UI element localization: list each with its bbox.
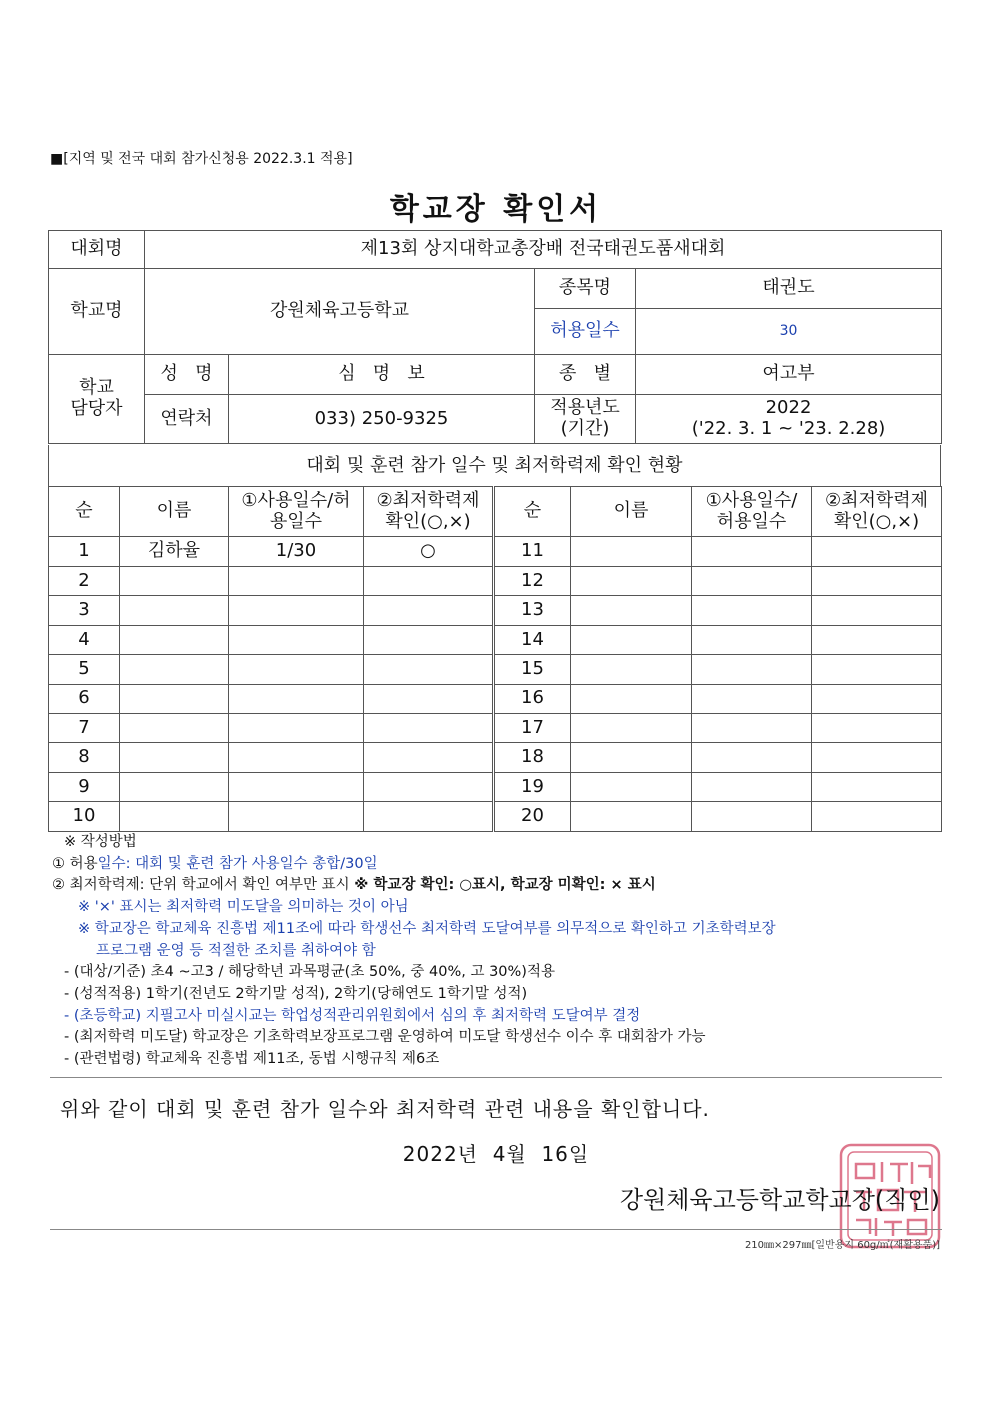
table-row xyxy=(49,596,942,625)
date-text: 2022년 4월 16일 xyxy=(402,1142,590,1166)
note-7: - (초등학교) 지필고사 미실시교는 학업성적관리위원회에서 심의 후 최저학력 도달여부 결정 xyxy=(64,1007,641,1024)
cell-days xyxy=(229,772,364,801)
cell-name xyxy=(120,802,229,831)
cell-name-2 xyxy=(571,772,692,801)
cell-academic xyxy=(364,596,494,625)
name-value: 심 명 보 xyxy=(229,355,535,395)
note-8: - (최저학력 미도달) 학교장은 기초학력보장프로그램 운영하여 미도달 학생선수 이수 후 대회참가 가능 xyxy=(64,1029,706,1046)
name-label: 성 명 xyxy=(145,355,229,395)
divider-top xyxy=(50,1077,942,1078)
section-title: 대회 및 훈련 참가 일수 및 최저학력제 확인 현황 xyxy=(48,445,941,487)
cell-days-2 xyxy=(692,625,812,654)
cell-days xyxy=(229,596,364,625)
cell-name xyxy=(120,713,229,742)
cell-name-2 xyxy=(571,625,692,654)
cell-name-2 xyxy=(571,802,692,831)
cell-seq: 10 xyxy=(49,802,120,831)
cell-seq-2: 15 xyxy=(494,655,571,684)
table-row xyxy=(49,743,942,772)
cell-name xyxy=(120,772,229,801)
contact-value: 033) 250-9325 xyxy=(229,395,535,444)
manager-label: 학교 담당자 xyxy=(49,355,145,444)
cell-seq-2: 13 xyxy=(494,596,571,625)
cell-name-2 xyxy=(571,684,692,713)
note-9: - (관련법령) 학교체육 진흥법 제11조, 동법 시행규칙 제6조 xyxy=(64,1051,440,1068)
cell-days-2 xyxy=(692,537,812,567)
col-header-academic: ②최저학력제 확인(○,×) xyxy=(364,487,494,537)
cell-name xyxy=(120,596,229,625)
cell-seq: 2 xyxy=(49,567,120,596)
cell-seq: 4 xyxy=(49,625,120,654)
cell-academic-2 xyxy=(812,537,942,567)
col-header-name: 이름 xyxy=(120,487,229,537)
allowed-days-value: 30 xyxy=(636,309,942,355)
cell-days-2 xyxy=(692,684,812,713)
cell-days-2 xyxy=(692,567,812,596)
cell-academic-2 xyxy=(812,684,942,713)
cell-name xyxy=(120,684,229,713)
divider-bottom xyxy=(50,1229,942,1230)
participation-table xyxy=(48,486,942,832)
cell-seq-2: 12 xyxy=(494,567,571,596)
year-cell xyxy=(636,395,942,444)
table-row xyxy=(49,713,942,742)
cell-academic xyxy=(364,684,494,713)
cell-academic xyxy=(364,655,494,684)
cell-seq: 1 xyxy=(49,537,120,567)
note-2 xyxy=(52,875,942,897)
year-label: 적용년도 (기간) xyxy=(535,395,636,444)
table-header-row xyxy=(49,487,942,537)
cell-seq-2: 16 xyxy=(494,684,571,713)
cell-academic xyxy=(364,802,494,831)
cell-days xyxy=(229,625,364,654)
cell-name-2 xyxy=(571,567,692,596)
cell-name-2 xyxy=(571,655,692,684)
cell-academic xyxy=(364,713,494,742)
note-2-prefix: ② 최저학력제: 단위 학교에서 확인 여부만 표시 xyxy=(52,877,355,894)
cell-academic-2 xyxy=(812,802,942,831)
note-1 xyxy=(52,854,942,876)
cell-name-2 xyxy=(571,713,692,742)
cell-days: 1/30 xyxy=(229,537,364,567)
note-6: - (성적적용) 1학기(전년도 2학기말 성적), 2학기(당해연도 1학기말 성적) xyxy=(64,985,528,1002)
cell-seq: 8 xyxy=(49,743,120,772)
year-period: ('22. 3. 1 ~ '23. 2.28) xyxy=(691,418,886,439)
cell-name xyxy=(120,743,229,772)
cell-academic: ○ xyxy=(364,537,494,567)
note-4a: ※ 학교장은 학교체육 진흥법 제11조에 따라 학생선수 최저학력 도달여부를 의무적으로 확인하고 기초학력보장 xyxy=(78,920,776,937)
school-label: 학교명 xyxy=(49,269,145,355)
contact-label: 연락처 xyxy=(145,395,229,444)
cell-days xyxy=(229,567,364,596)
signer-text: 강원체육고등학교학교장(직인) xyxy=(619,1186,940,1214)
cell-name-2 xyxy=(571,743,692,772)
allowed-days-label: 허용일수 xyxy=(535,309,636,355)
cell-academic-2 xyxy=(812,772,942,801)
cell-seq-2: 19 xyxy=(494,772,571,801)
cell-seq-2: 20 xyxy=(494,802,571,831)
cell-name xyxy=(120,625,229,654)
cell-seq: 6 xyxy=(49,684,120,713)
col-header-seq-2: 순 xyxy=(494,487,571,537)
school-value: 강원체육고등학교 xyxy=(145,269,535,355)
table-row xyxy=(49,655,942,684)
cell-days xyxy=(229,684,364,713)
event-value: 태권도 xyxy=(636,269,942,309)
table-row xyxy=(49,567,942,596)
cell-name xyxy=(120,567,229,596)
table-row xyxy=(49,684,942,713)
competition-label: 대회명 xyxy=(49,231,145,269)
cell-days-2 xyxy=(692,772,812,801)
col-header-seq: 순 xyxy=(49,487,120,537)
cell-academic xyxy=(364,743,494,772)
notes-heading: ※ 작성방법 xyxy=(64,834,137,850)
competition-value: 제13회 상지대학교총장배 전국태권도품새대회 xyxy=(145,231,942,269)
paper-spec: 210㎜×297㎜[일반용지 60g/㎡(재활용품)] xyxy=(744,1240,940,1251)
cell-name-2 xyxy=(571,596,692,625)
cell-seq: 3 xyxy=(49,596,120,625)
col-header-name-2: 이름 xyxy=(571,487,692,537)
cell-days-2 xyxy=(692,713,812,742)
cell-name: 김하율 xyxy=(120,537,229,567)
cell-academic-2 xyxy=(812,567,942,596)
cell-seq-2: 11 xyxy=(494,537,571,567)
table-row xyxy=(49,802,942,831)
cell-days-2 xyxy=(692,596,812,625)
cell-academic-2 xyxy=(812,596,942,625)
cell-seq-2: 18 xyxy=(494,743,571,772)
cell-academic-2 xyxy=(812,655,942,684)
cell-days xyxy=(229,743,364,772)
cell-seq: 9 xyxy=(49,772,120,801)
header-note: ■[지역 및 전국 대회 참가신청용 2022.3.1 적용] xyxy=(50,151,353,167)
cell-days-2 xyxy=(692,802,812,831)
note-3: ※ '×' 표시는 최저학력 미도달을 의미하는 것이 아님 xyxy=(78,899,409,916)
note-4b: 프로그램 운영 등 적절한 조치를 취하여야 함 xyxy=(96,942,376,959)
table-row xyxy=(49,625,942,654)
col-header-days: ①사용일수/허 용일수 xyxy=(229,487,364,537)
note-1-text: 일수: 대회 및 훈련 참가 사용일수 총합/30일 xyxy=(97,855,378,872)
note-2-bold: ※ 학교장 확인: ○표시, 학교장 미확인: × 표시 xyxy=(354,877,656,894)
table-row xyxy=(49,537,942,567)
table-row xyxy=(49,772,942,801)
confirmation-text: 위와 같이 대회 및 훈련 참가 일수와 최저학력 관련 내용을 확인합니다. xyxy=(60,1097,710,1121)
note-5: - (대상/기준) 초4 ~고3 / 해당학년 과목평균(초 50%, 중 40%, 고 30%)적용 xyxy=(64,964,555,981)
cell-academic-2 xyxy=(812,743,942,772)
cell-seq: 5 xyxy=(49,655,120,684)
cell-seq-2: 14 xyxy=(494,625,571,654)
cell-name-2 xyxy=(571,537,692,567)
instructions xyxy=(52,832,942,1071)
gender-value: 여고부 xyxy=(636,355,942,395)
cell-days-2 xyxy=(692,743,812,772)
cell-days xyxy=(229,802,364,831)
cell-seq-2: 17 xyxy=(494,713,571,742)
col-header-academic-2: ②최저학력제 확인(○,×) xyxy=(812,487,942,537)
cell-academic-2 xyxy=(812,713,942,742)
col-header-days-2: ①사용일수/ 허용일수 xyxy=(692,487,812,537)
event-label: 종목명 xyxy=(535,269,636,309)
cell-days xyxy=(229,713,364,742)
cell-seq: 7 xyxy=(49,713,120,742)
cell-academic-2 xyxy=(812,625,942,654)
info-table xyxy=(48,230,942,444)
cell-academic xyxy=(364,625,494,654)
cell-academic xyxy=(364,567,494,596)
cell-days xyxy=(229,655,364,684)
cell-academic xyxy=(364,772,494,801)
document-title: 학교장 확인서 xyxy=(389,192,603,227)
cell-days-2 xyxy=(692,655,812,684)
year-value: 2022 xyxy=(765,397,812,419)
gender-label: 종 별 xyxy=(535,355,636,395)
cell-name xyxy=(120,655,229,684)
note-1-prefix: ① 허용 xyxy=(52,855,98,872)
